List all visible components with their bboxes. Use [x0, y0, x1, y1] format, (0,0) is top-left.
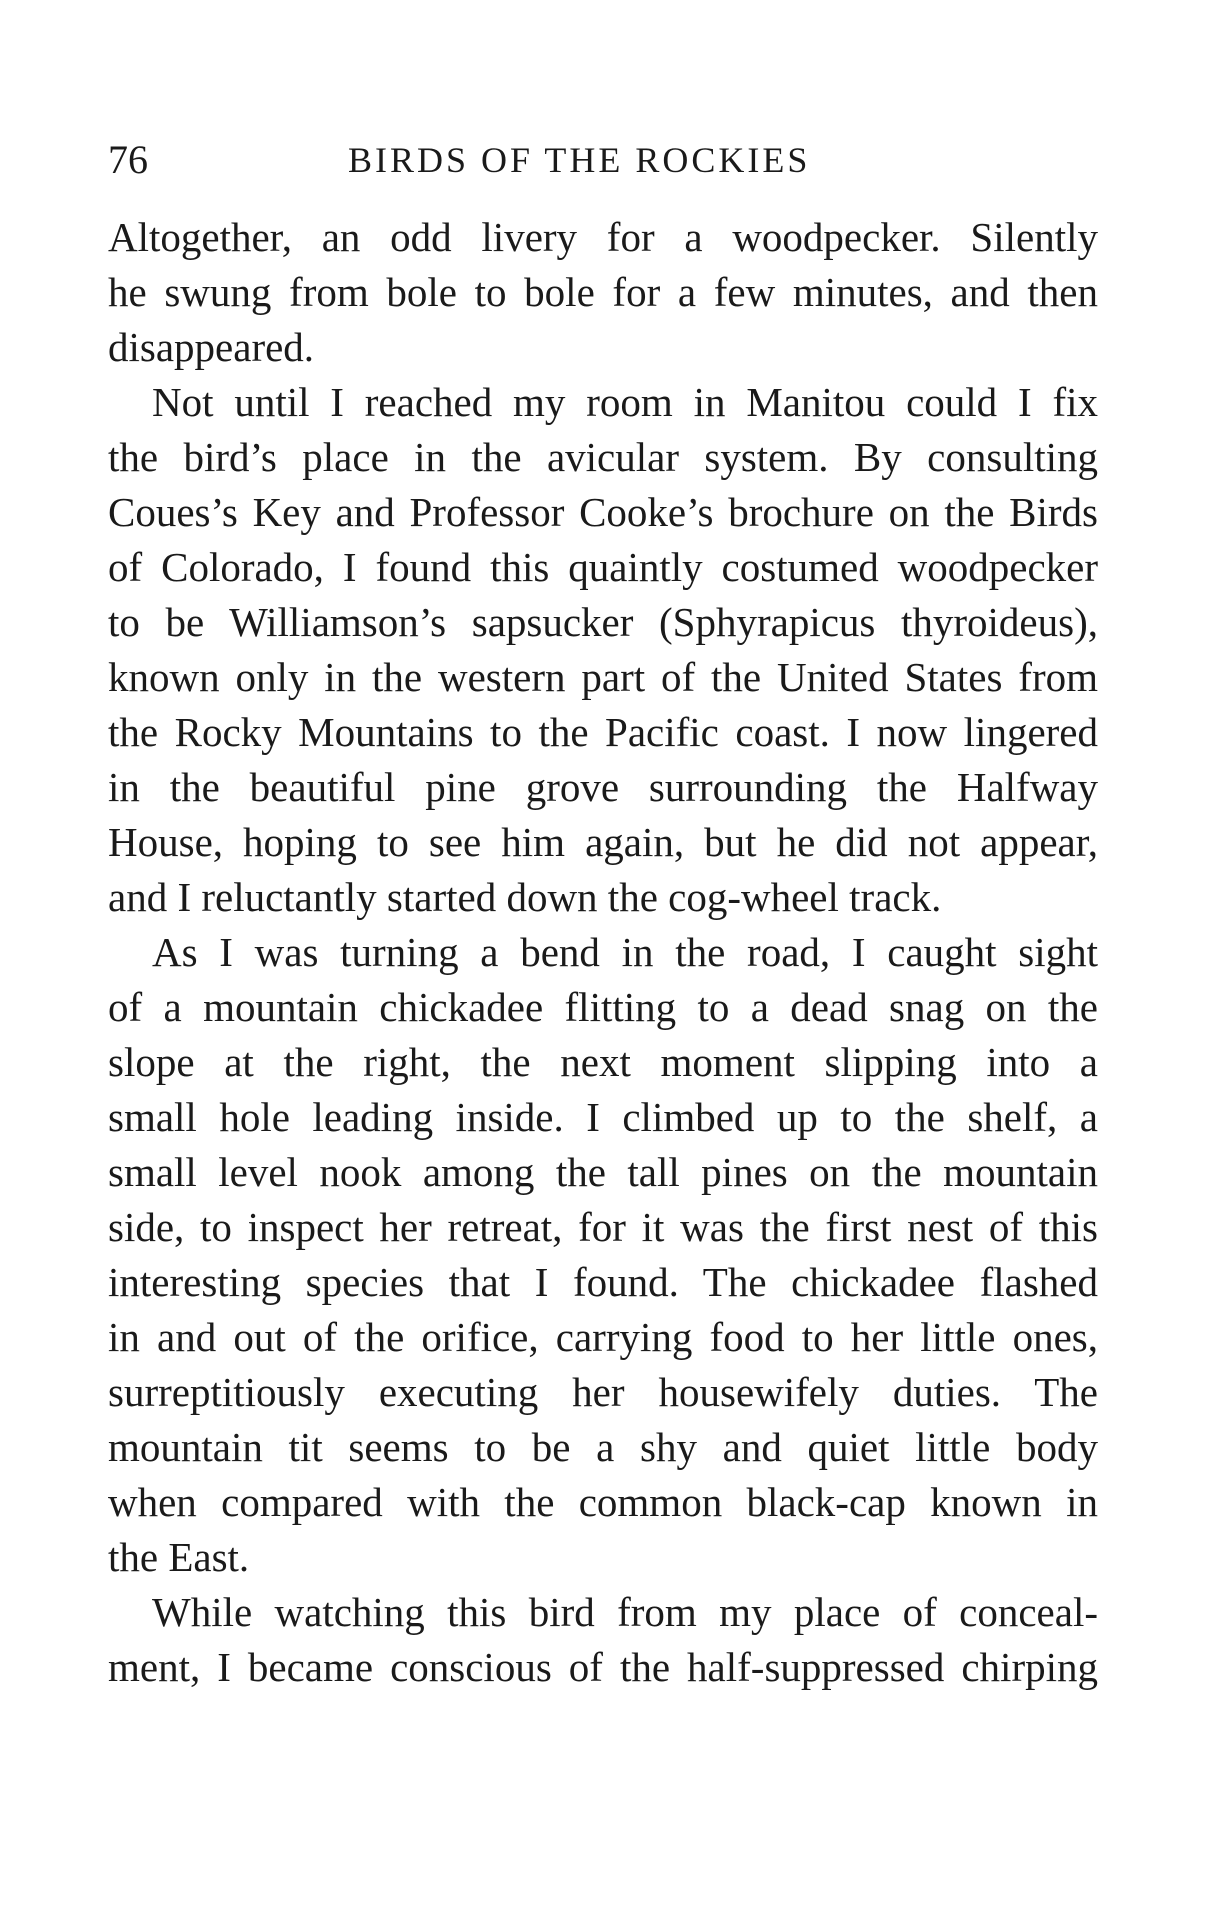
text-line: mountain tit seems to be a shy and quiet little body: [108, 1424, 1098, 1470]
text-line: surreptitiously executing her housewifely duties. The: [108, 1369, 1098, 1415]
text-line: slope at the right, the next moment slipping into a: [108, 1039, 1098, 1085]
text-line: While watching this bird from my place of conceal-: [152, 1589, 1098, 1635]
text-line: of a mountain chickadee flitting to a dead snag on the: [108, 984, 1098, 1030]
text-line: of Colorado, I found this quaintly costumed woodpecker: [108, 544, 1098, 590]
paragraph-4: [108, 1585, 1098, 1695]
text-line: in the beautiful pine grove surrounding the Halfway: [108, 764, 1098, 810]
text-line: ment, I became conscious of the half-suppressed chirping: [108, 1644, 1098, 1690]
paragraph-2: [108, 375, 1098, 925]
text-line: when compared with the common black-cap known in: [108, 1479, 1098, 1525]
text-line: known only in the western part of the United States from: [108, 654, 1098, 700]
text-line: small level nook among the tall pines on the mountain: [108, 1149, 1098, 1195]
text-line: Altogether, an odd livery for a woodpecker. Silently: [108, 214, 1098, 260]
text-line: small hole leading inside. I climbed up to the shelf, a: [108, 1094, 1098, 1140]
text-line: in and out of the orifice, carrying food to her little ones,: [108, 1314, 1098, 1360]
text-line: he swung from bole to bole for a few minutes, and then: [108, 269, 1098, 315]
running-head: BIRDS OF THE ROCKIES: [348, 140, 811, 180]
text-line: side, to inspect her retreat, for it was the first nest of this: [108, 1204, 1098, 1250]
text-line: House, hoping to see him again, but he did not appear,: [108, 819, 1098, 865]
body-text: [108, 210, 1098, 1695]
text-line: disappeared.: [108, 324, 315, 370]
paragraph-3: [108, 925, 1098, 1585]
text-line: Coues’s Key and Professor Cooke’s brochure on the Birds: [108, 489, 1098, 535]
page-header: [108, 135, 1098, 185]
text-line: to be Williamson’s sapsucker (Sphyrapicus thyroideus),: [108, 599, 1098, 645]
text-line: Not until I reached my room in Manitou could I fix: [152, 379, 1098, 425]
text-line: the Rocky Mountains to the Pacific coast. I now lingered: [108, 709, 1098, 755]
text-line: the East.: [108, 1534, 250, 1580]
page-number: 76: [108, 137, 148, 182]
text-line: interesting species that I found. The chickadee flashed: [108, 1259, 1098, 1305]
paragraph-1: [108, 210, 1098, 375]
text-line: As I was turning a bend in the road, I caught sight: [152, 929, 1098, 975]
text-line: and I reluctantly started down the cog-wheel track.: [108, 874, 942, 920]
text-line: the bird’s place in the avicular system. By consulting: [108, 434, 1098, 480]
